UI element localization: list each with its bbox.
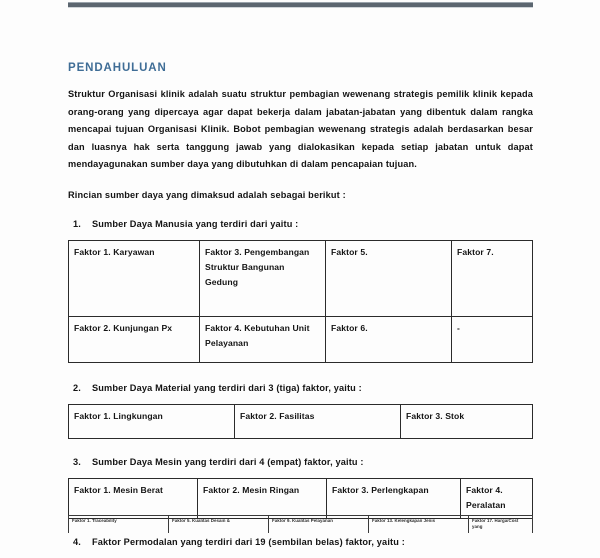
table-cell: Faktor 17. Harga/Cost yang [469, 516, 533, 534]
list-item-1-number: 1. [73, 219, 81, 229]
table-cell: Faktor 2. Mesin Ringan [198, 479, 327, 519]
list-item-1-label: Sumber Daya Manusia yang terdiri dari yaitu : [92, 219, 299, 229]
table-cell: Faktor 3. Perlengkapan [327, 479, 461, 519]
table-cell: Faktor 13. Kelengkapan Jenis [369, 516, 469, 534]
table-row [69, 405, 533, 439]
table-faktor-permodalan-clip [68, 515, 533, 533]
table-cell: Faktor 6. [326, 317, 452, 363]
table-cell: - [452, 317, 533, 363]
list-item-2-label: Sumber Daya Material yang terdiri dari 3 (tiga) faktor, yaitu : [92, 383, 362, 393]
list-item-2 [68, 381, 533, 395]
document-content [68, 62, 533, 558]
list-item-2-number: 2. [73, 383, 81, 393]
table-cell: Faktor 9. Kualitas Pelayanan [269, 516, 369, 534]
table-sumber-daya-material [68, 404, 533, 439]
list-item-3-label: Sumber Daya Mesin yang terdiri dari 4 (empat) faktor, yaitu : [92, 457, 364, 467]
table-cell: Faktor 4. Kebutuhan Unit Pelayanan [200, 317, 326, 363]
table-cell: Faktor 1. Traceability [69, 516, 169, 534]
list-item-4-number: 4. [73, 537, 81, 547]
table-sumber-daya-manusia [68, 240, 533, 363]
table-faktor-permodalan [68, 515, 533, 533]
table-sumber-daya-mesin [68, 478, 533, 519]
table-cell: Faktor 5. [326, 241, 452, 317]
table-cell: Faktor 1. Lingkungan [69, 405, 235, 439]
table-cell: Faktor 1. Karyawan [69, 241, 200, 317]
header-rule-area [0, 0, 600, 12]
table-row [69, 516, 533, 534]
list-item-3 [68, 455, 533, 469]
table-cell: Faktor 2. Fasilitas [235, 405, 401, 439]
table-row [69, 479, 533, 519]
intro-paragraph-2: Rincian sumber daya yang dimaksud adalah sebagai berikut : [68, 189, 346, 200]
list-item-3-number: 3. [73, 457, 81, 467]
list-item-1 [68, 217, 533, 231]
header-divider-rule [68, 2, 533, 8]
table-cell: Faktor 3. Pengembangan Struktur Bangunan Gedung [200, 241, 326, 317]
table-row [69, 317, 533, 363]
table-cell: Faktor 2. Kunjungan Px [69, 317, 200, 363]
page-title: PENDAHULUAN [68, 62, 167, 74]
list-item-4 [68, 535, 533, 549]
table-cell: Faktor 7. [452, 241, 533, 317]
list-item-4-label: Faktor Permodalan yang terdiri dari 19 (sembilan belas) faktor, yaitu : [92, 537, 405, 547]
table-cell: Faktor 5. Kualitas Desain & [169, 516, 269, 534]
table-row [69, 241, 533, 317]
intro-paragraph-1: Struktur Organisasi klinik adalah suatu struktur pembagian wewenang strategis pemilik klinik kepada orang-orang yang dipercaya agar dapat bekerja dalam jabatan-jabatan yang dibentuk dalam rangka mencapai tujuan Organisasi Klinik. Bobot pembagian wewenang strategis adalah berdasarkan besar dan luasnya hak serta tanggung jawab yang dialokasikan kepada setiap jabatan untuk dapat mendayagunakan sumber daya yang dibutuhkan di dalam pencapaian tujuan. [68, 89, 533, 169]
table-cell: Faktor 1. Mesin Berat [69, 479, 198, 519]
table-cell: Faktor 4. Peralatan [461, 479, 533, 519]
table-cell: Faktor 3. Stok [401, 405, 533, 439]
